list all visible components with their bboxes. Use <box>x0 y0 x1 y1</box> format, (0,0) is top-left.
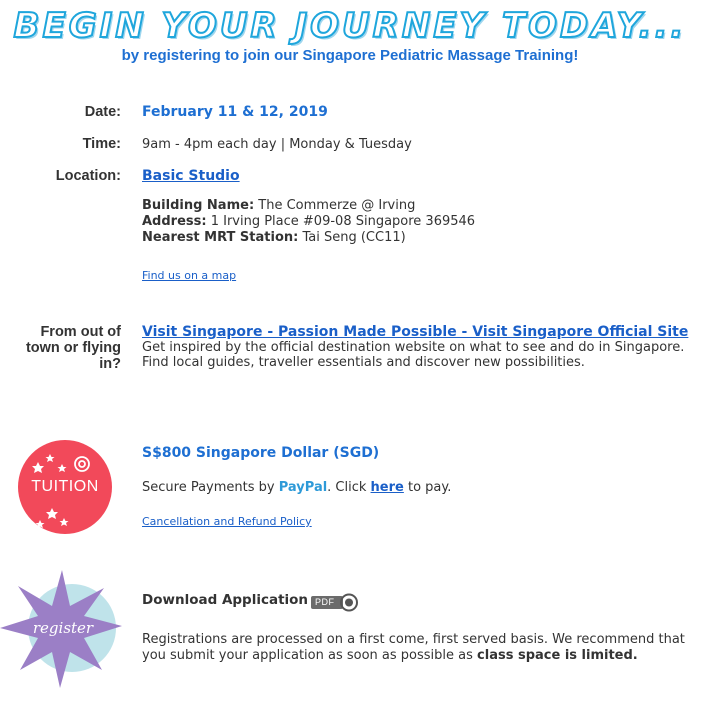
location-label: Location: <box>55 168 121 184</box>
venue-link[interactable]: Basic Studio <box>142 168 240 184</box>
building-label: Building Name: <box>142 198 255 213</box>
visitors-desc-line2: Find local guides, traveller essentials and discover new possibilities. <box>142 355 585 370</box>
payment-mid: . Click <box>327 480 371 495</box>
paypal-label: PayPal <box>278 480 328 495</box>
address-value: 1 Irving Place #09-08 Singapore 369546 <box>206 214 476 229</box>
registration-note-line2 <box>142 648 638 664</box>
payment-suffix: to pay. <box>403 480 452 495</box>
register-badge-label: register <box>32 619 94 637</box>
registration-note-bold: class space is limited. <box>477 648 638 663</box>
page-headline: BEGIN YOUR JOURNEY TODAY... <box>13 6 687 46</box>
time-value: 9am - 4pm each day | Monday & Tuesday <box>142 137 412 152</box>
download-application-title: Download Application <box>142 592 309 608</box>
refund-policy-link[interactable]: Cancellation and Refund Policy <box>142 515 312 528</box>
page-subheadline: by registering to join our Singapore Pediatric Massage Training! <box>121 47 579 64</box>
visit-singapore-link[interactable]: Visit Singapore - Passion Made Possible - Visit Singapore Official Site <box>142 324 689 340</box>
building-line <box>142 198 415 214</box>
visitors-label-line1: From out of <box>40 324 121 340</box>
map-link[interactable]: Find us on a map <box>142 269 237 282</box>
registration-note-line1: Registrations are processed on a first come, first served basis. We recommend that <box>142 632 685 647</box>
pdf-download-button[interactable] <box>311 592 361 612</box>
address-label: Address: <box>142 214 207 229</box>
mrt-label: Nearest MRT Station: <box>142 230 299 245</box>
time-label: Time: <box>82 136 121 152</box>
pdf-label: PDF <box>315 597 335 607</box>
payment-prefix: Secure Payments by <box>142 480 279 495</box>
address-line <box>142 214 475 230</box>
tuition-price: S$800 Singapore Dollar (SGD) <box>142 445 380 461</box>
date-value: February 11 & 12, 2019 <box>142 104 328 120</box>
visitors-label-line2: town or flying <box>25 340 121 356</box>
registration-note-prefix: you submit your application as soon as possible as <box>142 648 478 663</box>
mrt-line <box>142 230 406 246</box>
building-value: The Commerze @ Irving <box>254 198 416 213</box>
visitors-desc-line1: Get inspired by the official destination website on what to see and do in Singapore. <box>142 340 685 355</box>
pay-here-link[interactable]: here <box>370 480 404 495</box>
visitors-label-line3: in? <box>99 356 121 372</box>
mrt-value: Tai Seng (CC11) <box>298 230 406 245</box>
date-label: Date: <box>84 104 121 120</box>
payment-line <box>142 480 451 496</box>
tuition-badge-label: TUITION <box>31 478 99 495</box>
